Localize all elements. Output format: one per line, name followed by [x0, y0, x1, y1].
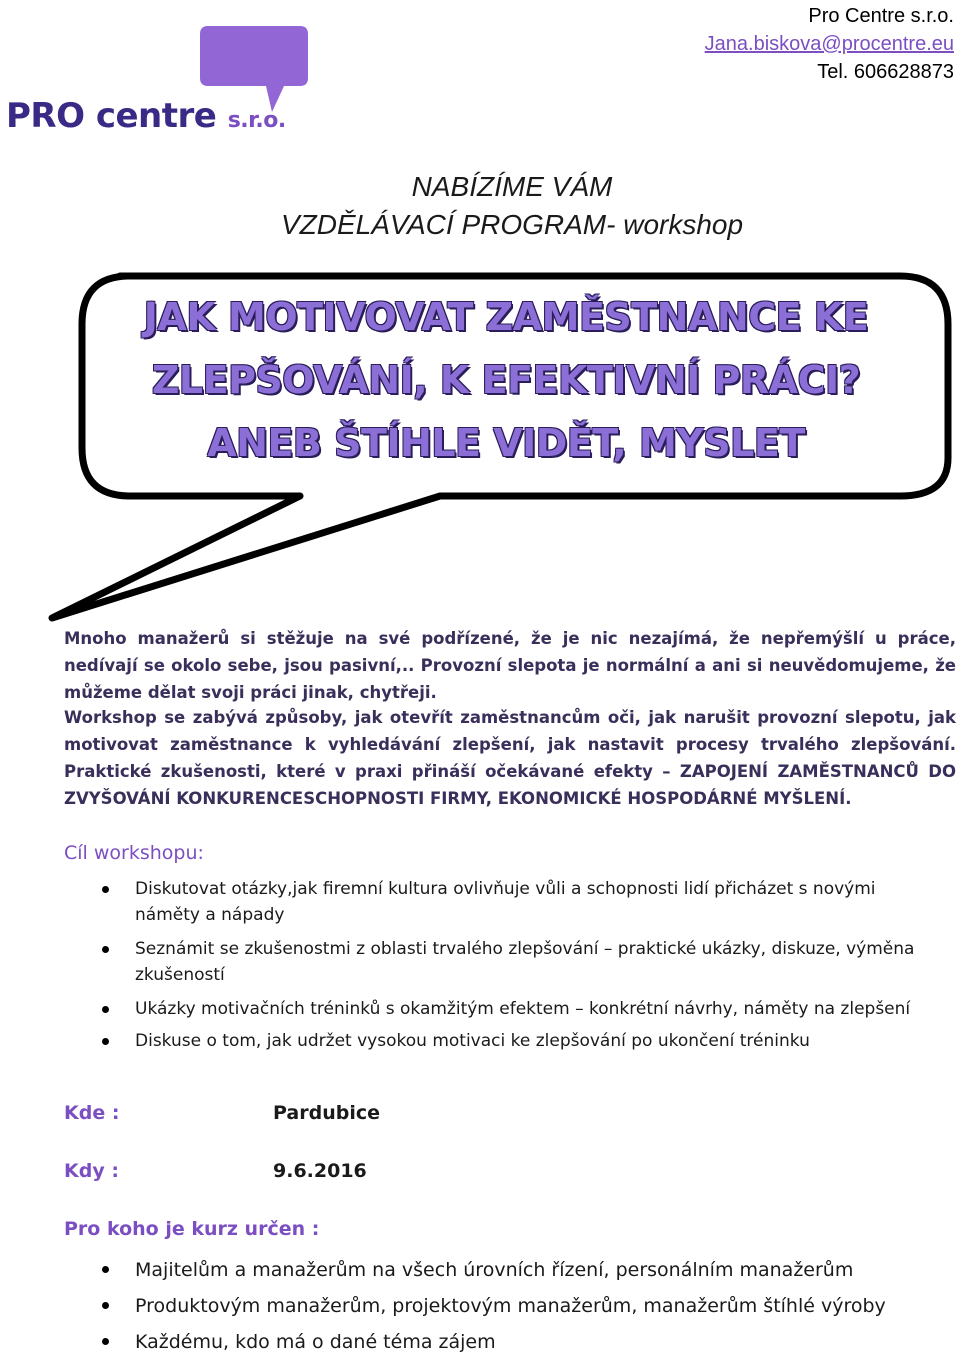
list-item: Diskuse o tom, jak udržet vysokou motivaci ke zlepšování po ukončení tréninku: [102, 1028, 942, 1054]
offer-heading: [0, 168, 960, 244]
title-line-1: JAK MOTIVOVAT ZAMĚSTNANCE KE: [143, 295, 869, 339]
list-item: Majitelům a manažerům na všech úrovních řízení, personálním manažerům: [102, 1252, 942, 1288]
where-label: Kde :: [64, 1102, 120, 1124]
logo-brand: PRO centre: [6, 96, 217, 136]
where-value: Pardubice: [273, 1102, 380, 1124]
offer-line-1: NABÍZÍME VÁM: [411, 171, 613, 202]
goals-heading: Cíl workshopu:: [64, 842, 204, 864]
title-line-2: ZLEPŠOVÁNÍ, K EFEKTIVNÍ PRÁCI?: [151, 358, 861, 402]
list-item: Seznámit se zkušenostmi z oblasti trvalého zlepšování – praktické ukázky, diskuze, výměna zkušeností: [102, 936, 942, 988]
intro-paragraph: Mnoho manažerů si stěžuje na své podřízené, že je nic nezajímá, že nepřemýšlí u práce, nedívají se okolo sebe, jsou pasivní,.. Provozní slepota je normální a ani si neuvědomujeme, že můžeme dělat svoji práci jinak, chytřeji.: [64, 629, 956, 702]
list-item: Ukázky motivačních tréninků s okamžitým efektem – konkrétní návrhy, náměty na zlepšení: [102, 996, 942, 1022]
goals-list: [102, 876, 942, 1062]
audience-list: [102, 1252, 942, 1360]
workshop-title: [96, 286, 916, 475]
when-label: Kdy :: [64, 1160, 119, 1182]
phone-number: Tel. 606628873: [817, 61, 954, 83]
contact-info: [705, 2, 954, 86]
company-name: Pro Centre s.r.o.: [808, 5, 954, 27]
offer-line-2: VZDĚLÁVACÍ PROGRAM- workshop: [280, 209, 744, 240]
pro-centre-logo: [0, 20, 320, 136]
email-link[interactable]: Jana.biskova@procentre.eu: [704, 33, 954, 55]
workshop-description: Workshop se zabývá způsoby, jak otevřít zaměstnancům oči, jak narušit provozní slepotu, jak motivovat zaměstnance k vyhledávání zlepšení, jak nastavit procesy trvalého zlepšování. Praktické zkušenosti, které v praxi přináší očekávané efekty – ZAPOJENÍ ZAMĚSTNANCŮ DO ZVYŠOVÁNÍ KONKURENCESCHOPNOSTI FIRMY, EKONOMICKÉ HOSPODÁRNÉ MYŠLENÍ.: [64, 708, 956, 808]
list-item: Každému, kdo má o dané téma zájem: [102, 1324, 942, 1360]
logo-wordmark: [6, 96, 286, 136]
list-item: Diskutovat otázky,jak firemní kultura ovlivňuje vůli a schopnosti lidí přicházet s novými náměty a nápady: [102, 876, 942, 928]
when-value: 9.6.2016: [273, 1160, 367, 1182]
logo-suffix: s.r.o.: [227, 108, 286, 133]
audience-heading: Pro koho je kurz určen :: [64, 1218, 320, 1240]
title-line-3: ANEB ŠTÍHLE VIDĚT, MYSLET: [207, 421, 805, 465]
list-item: Produktovým manažerům, projektovým manažerům, manažerům štíhlé výroby: [102, 1288, 942, 1324]
